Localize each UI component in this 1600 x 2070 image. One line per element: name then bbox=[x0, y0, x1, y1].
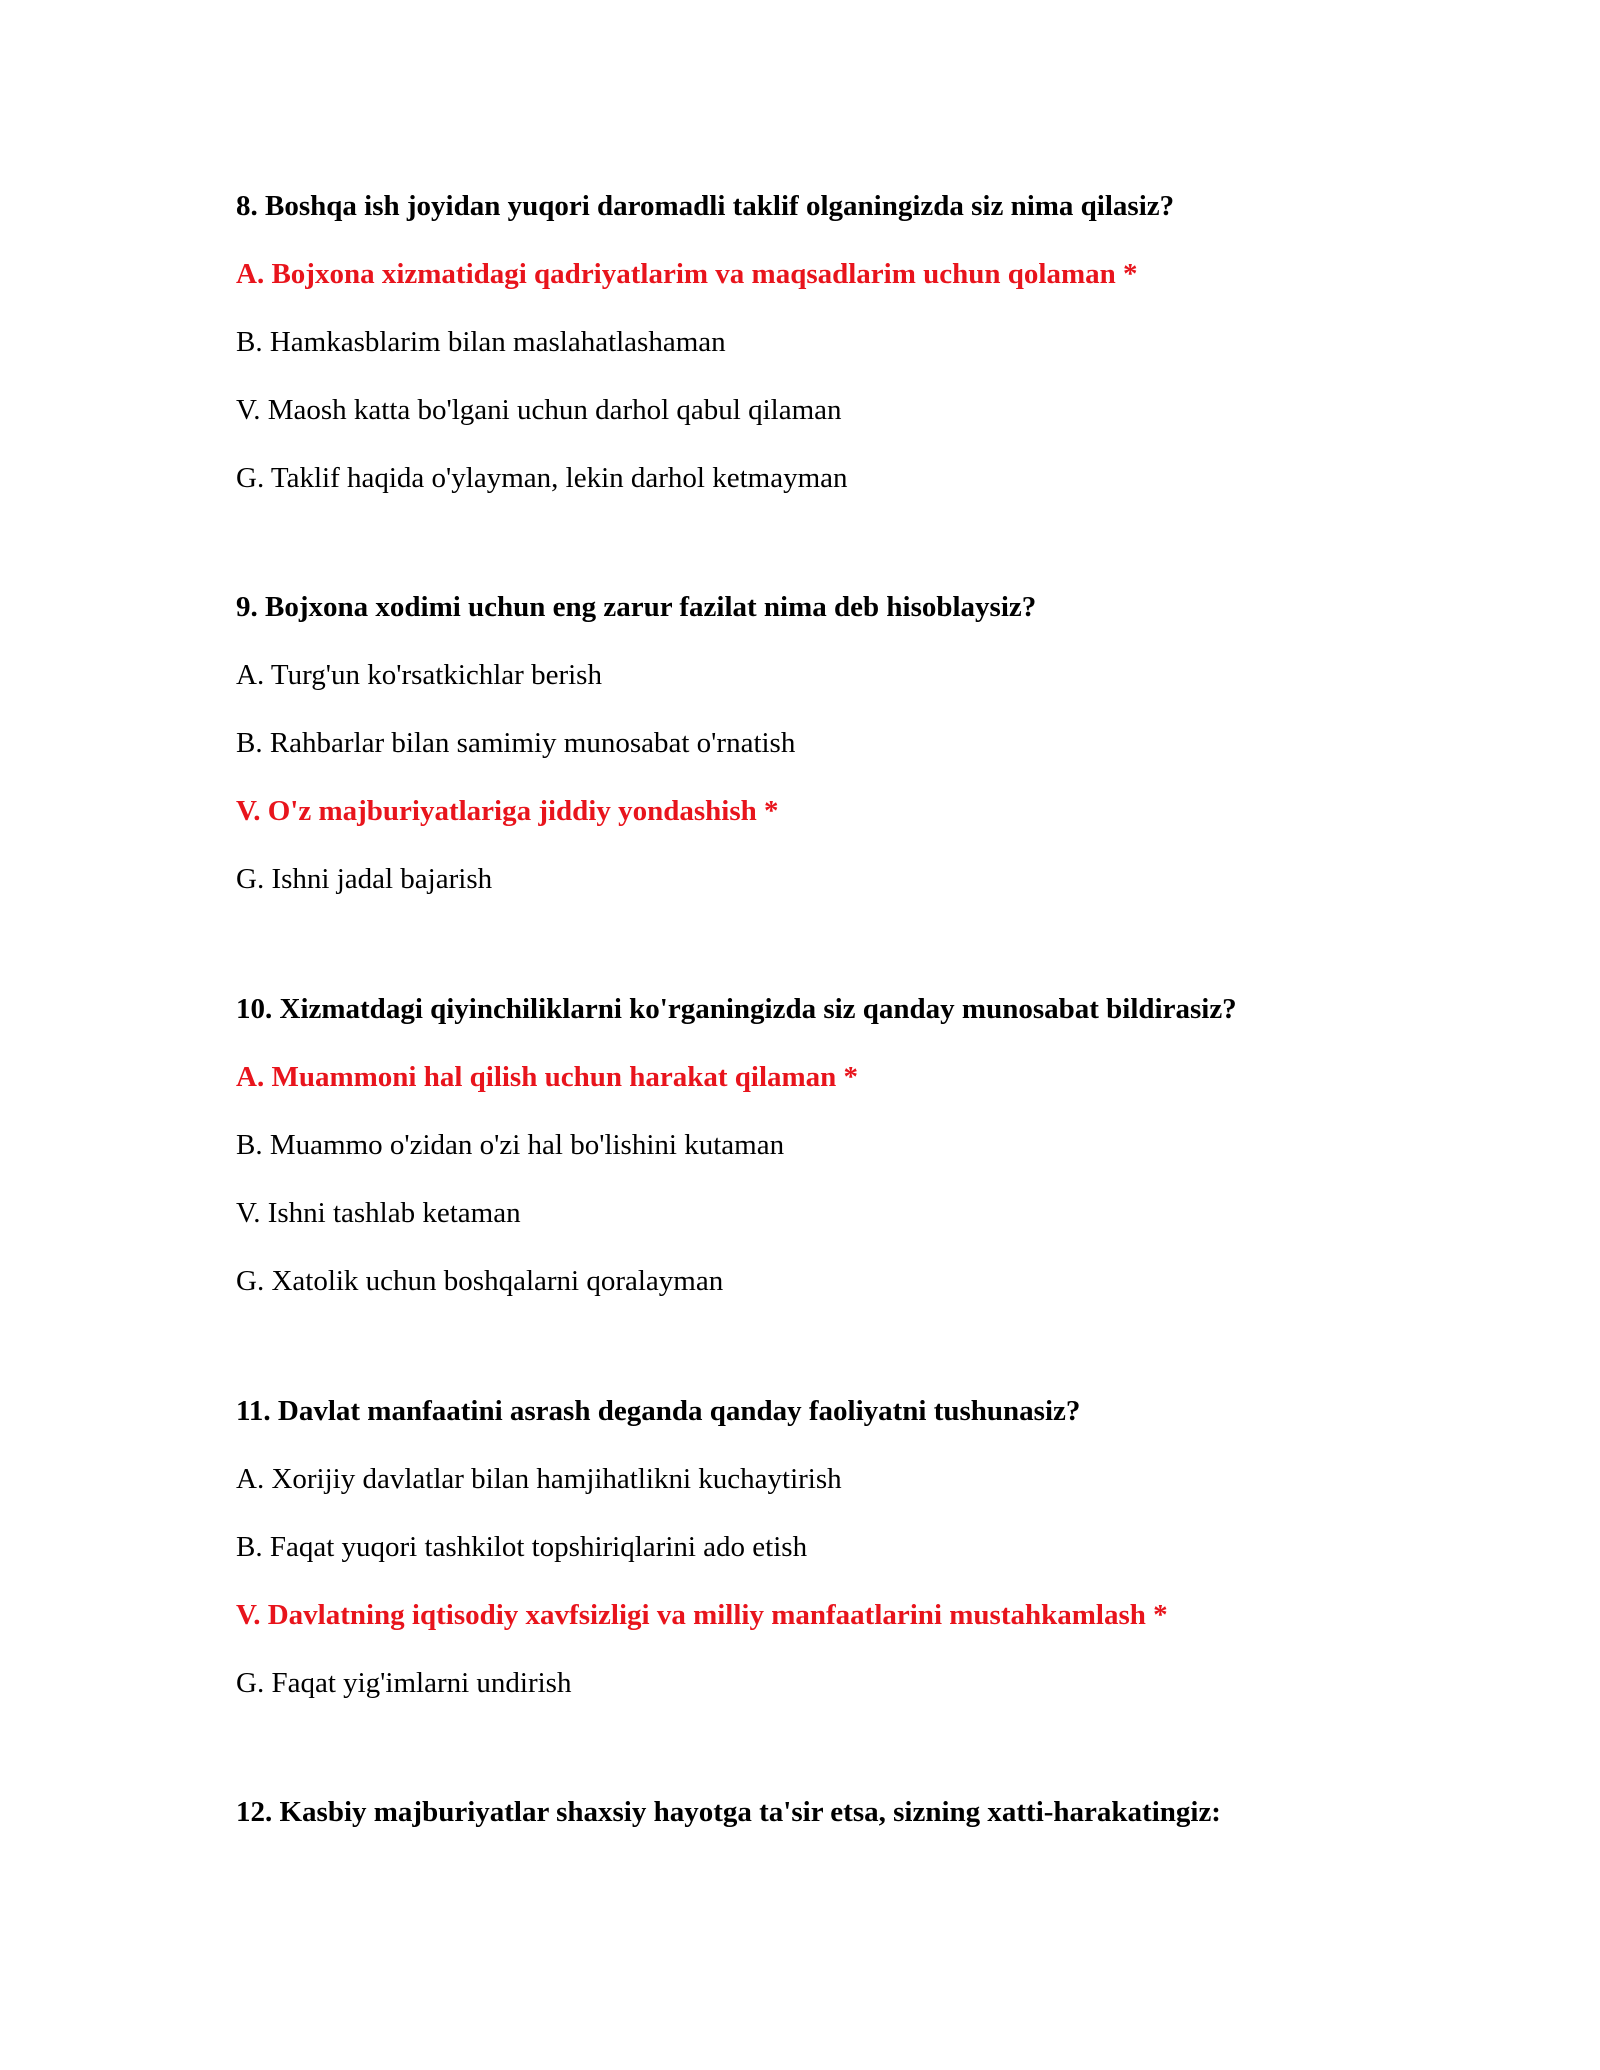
answer-option: G. Faqat yig'imlarni undirish bbox=[236, 1667, 572, 1699]
answer-option: V. Ishni tashlab ketaman bbox=[236, 1197, 521, 1229]
question-title: 10. Xizmatdagi qiyinchiliklarni ko'rganingizda siz qanday munosabat bildirasiz? bbox=[236, 993, 1237, 1025]
answer-option: G. Taklif haqida o'ylayman, lekin darhol ketmayman bbox=[236, 462, 848, 494]
answer-option: B. Faqat yuqori tashkilot topshiriqlarini ado etish bbox=[236, 1531, 808, 1563]
answer-option: G. Ishni jadal bajarish bbox=[236, 863, 493, 895]
answer-option: B. Muammo o'zidan o'zi hal bo'lishini kutaman bbox=[236, 1129, 785, 1161]
question-title: 11. Davlat manfaatini asrash deganda qanday faoliyatni tushunasiz? bbox=[236, 1395, 1081, 1427]
question-10 bbox=[236, 992, 1436, 1298]
question-title: 8. Boshqa ish joyidan yuqori daromadli taklif olganingizda siz nima qilasiz? bbox=[236, 190, 1175, 222]
answer-option: V. Maosh katta bo'lgani uchun darhol qabul qilaman bbox=[236, 394, 842, 426]
answer-option: A. Turg'un ko'rsatkichlar berish bbox=[236, 659, 602, 691]
correct-answer-option: A. Bojxona xizmatidagi qadriyatlarim va maqsadlarim uchun qolaman * bbox=[236, 258, 1138, 290]
correct-answer-option: A. Muammoni hal qilish uchun harakat qilaman * bbox=[236, 1061, 859, 1093]
correct-answer-option: V. Davlatning iqtisodiy xavfsizligi va milliy manfaatlarini mustahkamlash * bbox=[236, 1599, 1168, 1631]
question-title: 12. Kasbiy majburiyatlar shaxsiy hayotga ta'sir etsa, sizning xatti-harakatingiz: bbox=[236, 1796, 1221, 1828]
question-title: 9. Bojxona xodimi uchun eng zarur fazilat nima deb hisoblaysiz? bbox=[236, 591, 1037, 623]
answer-option: A. Xorijiy davlatlar bilan hamjihatlikni kuchaytirish bbox=[236, 1463, 842, 1495]
question-8 bbox=[236, 189, 1436, 495]
question-11 bbox=[236, 1394, 1436, 1700]
answer-option: G. Xatolik uchun boshqalarni qoralayman bbox=[236, 1265, 724, 1297]
correct-answer-option: V. O'z majburiyatlariga jiddiy yondashish * bbox=[236, 795, 779, 827]
answer-option: B. Rahbarlar bilan samimiy munosabat o'rnatish bbox=[236, 727, 796, 759]
question-12 bbox=[236, 1795, 1436, 1829]
answer-option: B. Hamkasblarim bilan maslahatlashaman bbox=[236, 326, 726, 358]
question-9 bbox=[236, 590, 1436, 896]
